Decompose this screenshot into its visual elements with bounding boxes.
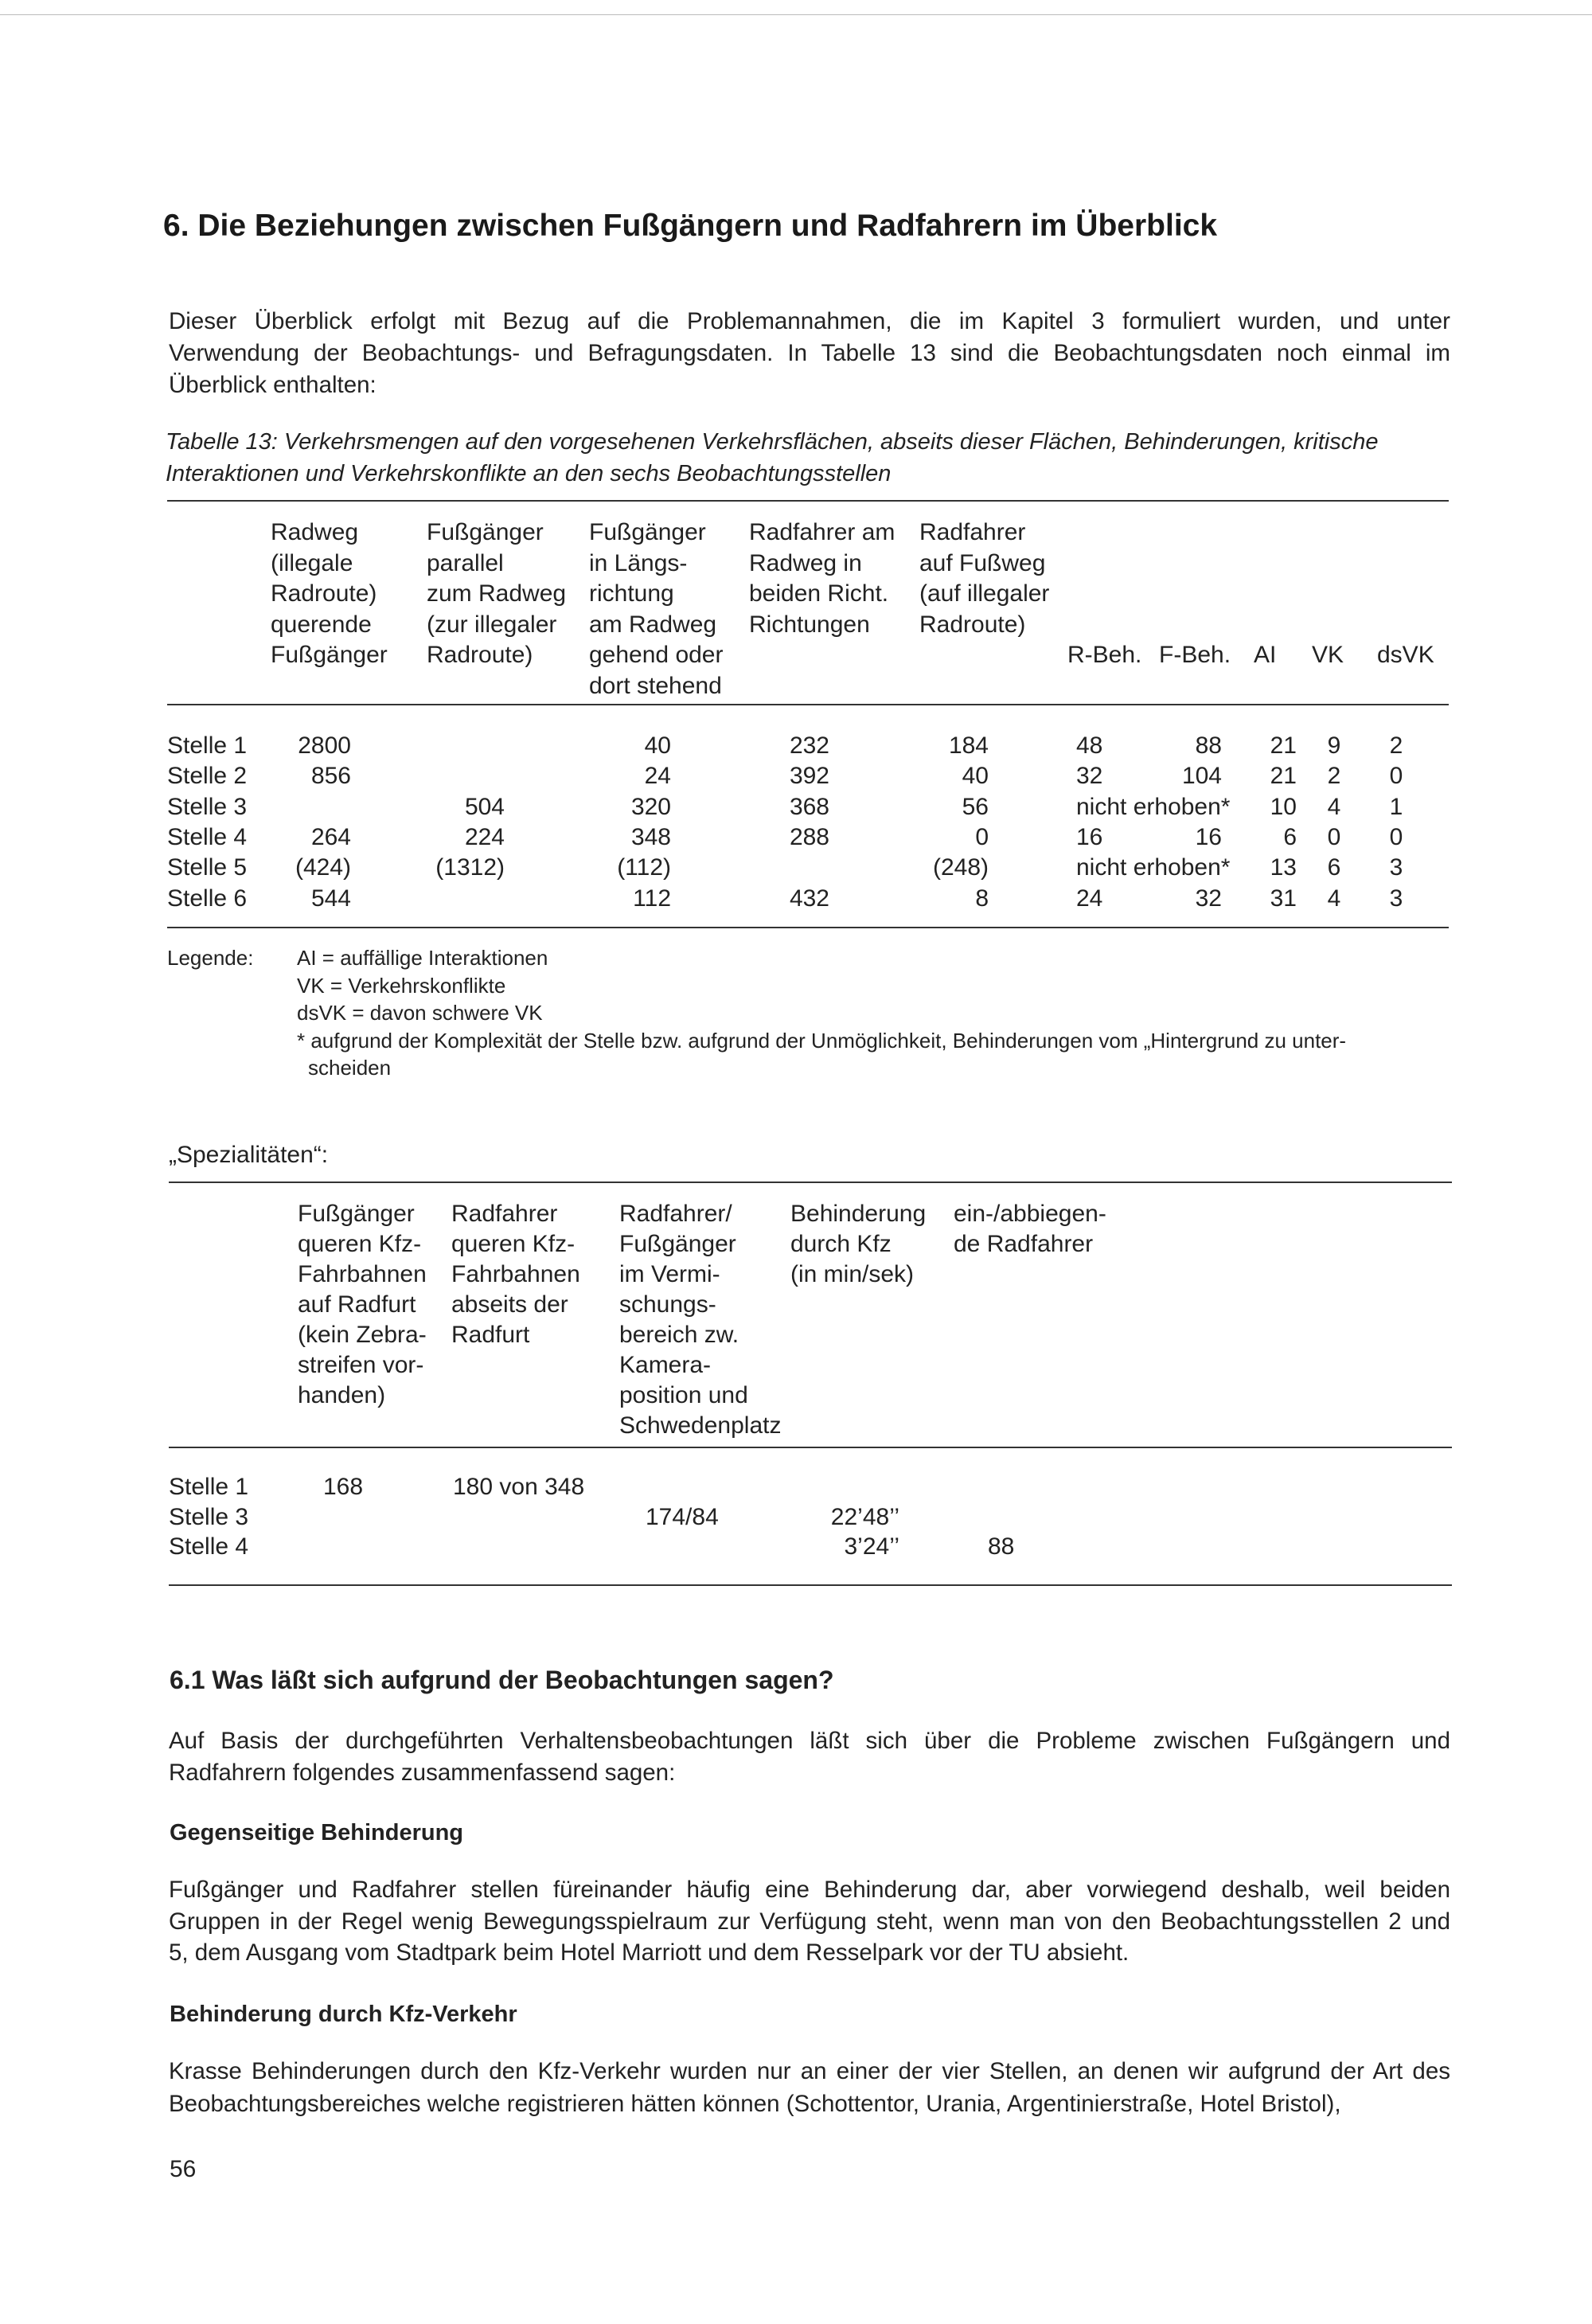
table1-cell: (424) [295,854,351,881]
row-label: Stelle 6 [167,885,248,912]
table1-cell: 21 [1270,763,1297,790]
table1-cell: 24 [644,763,671,790]
table2-header-rule [169,1447,1452,1448]
table1-cell: 348 [630,823,671,850]
table1-header-cell: Radweg [271,519,359,545]
table1-cell: 2 [1389,732,1403,759]
table1-cell: 320 [630,793,671,820]
paragraph-line: Krasse Behinderungen durch den Kfz-Verkehr wurden nur an einer der vier Stellen, an denen wir aufgrund der Art des [169,2058,1450,2084]
table1-header-cell: R-Beh. [1067,642,1142,668]
table2-top-rule [169,1182,1452,1183]
paragraph-line: Beobachtungsbereiches welche registrieren hätten können (Schottentor, Urania, Argentinierstraße, Hotel Bristol), [169,2091,1341,2117]
table2-header-cell: handen) [298,1382,386,1408]
table-caption-line: Interaktionen und Verkehrskonflikte an den sechs Beobachtungsstellen [166,461,892,486]
table1-cell: 504 [464,793,505,820]
table1-cell: 32 [1076,763,1103,790]
table1-top-rule [167,500,1449,502]
table1-cell: 0 [1389,763,1403,790]
legend-line: AI = auffällige Interaktionen [297,946,548,970]
table1-cell: 0 [1389,823,1403,850]
section-heading: 6.1 Was läßt sich aufgrund der Beobachtungen sagen? [170,1666,834,1694]
row-label: Stelle 3 [169,1504,249,1530]
table2-header-cell: Fußgänger [298,1201,415,1227]
paragraph-line: Fußgänger und Radfahrer stellen füreinander häufig eine Behinderung dar, aber vorwiegend deshalb, weil beiden [169,1877,1450,1903]
table2-header-cell: Fußgänger [619,1231,736,1257]
row-label: Stelle 2 [167,763,248,790]
table2-header-cell: ein-/abbiegen- [954,1201,1106,1227]
table1-cell: 10 [1270,793,1297,820]
table1-header-cell: Radroute) [271,580,377,607]
table1-header-cell: Richtungen [749,611,870,638]
table1-header-cell: querende [271,611,372,638]
table1-header-cell: beiden Richt. [749,580,889,607]
table1-cell: 224 [464,823,505,850]
table1-header-cell: VK [1312,642,1344,668]
table1-cell: 4 [1327,793,1341,820]
table1-cell: 392 [789,763,829,790]
table1-cell: 104 [1181,763,1222,790]
legend-line: scheiden [308,1056,392,1080]
table1-cell: 24 [1076,885,1103,912]
table1-header-cell: (zur illegaler [427,611,557,638]
legend-line: dsVK = davon schwere VK [297,1001,543,1025]
table2-header-cell: (in min/sek) [790,1261,915,1287]
table1-header-cell: (auf illegaler [919,580,1050,607]
table2-cell: 174/84 [646,1504,719,1530]
subheading-mutual-obstruction: Gegenseitige Behinderung [170,1820,463,1846]
paragraph-line: Verwendung der Beobachtungs- und Befragungsdaten. In Tabelle 13 sind die Beobachtungsdaten noch einmal im [169,340,1450,366]
row-label: Stelle 1 [167,732,248,759]
table1-cell: 9 [1327,732,1341,759]
table2-header-cell: bereich zw. [619,1322,739,1348]
table2-header-cell: Schwedenplatz [619,1412,782,1439]
table1-cell: 264 [310,823,351,850]
table1-cell: 16 [1195,823,1222,850]
table1-header-cell: in Längs- [589,549,688,576]
table1-header-cell: zum Radweg [427,580,567,607]
table2-header-cell: streifen vor- [298,1352,424,1378]
table1-cell: 13 [1270,854,1297,881]
table2-cell: 88 [988,1533,1015,1560]
table1-cell: 4 [1327,885,1341,912]
paragraph-line: Dieser Überblick erfolgt mit Bezug auf die Problemannahmen, die im Kapitel 3 formuliert wurden, und unter [169,308,1450,334]
paragraph-line: Radfahrern folgendes zusammenfassend sagen: [169,1760,676,1786]
table1-header-cell: Radroute) [919,611,1026,638]
table1-cell: nicht erhoben* [1076,854,1231,881]
table1-cell: 3 [1389,854,1403,881]
table1-cell: 56 [962,793,989,820]
table2-header-cell: Kamera- [619,1352,712,1378]
table2-header-cell: Radfahrer [451,1201,558,1227]
table1-cell: 31 [1270,885,1297,912]
table2-cell: 3’24’’ [844,1533,899,1560]
table1-cell: (112) [617,854,671,881]
table1-cell: 288 [789,823,829,850]
table1-header-cell: Fußgänger [271,642,388,668]
table2-header-cell: Fahrbahnen [451,1261,580,1287]
table1-cell: 16 [1076,823,1103,850]
table1-header-cell: dort stehend [589,672,722,699]
table1-cell: 184 [948,732,989,759]
table1-cell: nicht erhoben* [1076,793,1231,820]
table2-bottom-rule [169,1584,1452,1586]
table2-header-cell: schungs- [619,1291,716,1318]
table1-cell: 112 [633,885,671,912]
table1-header-cell: richtung [589,580,674,607]
table1-cell: 0 [975,823,989,850]
table2-header-cell: Behinderung [790,1201,927,1227]
table1-header-cell: Fußgänger [427,519,544,545]
table1-cell: 40 [962,763,989,790]
table1-header-cell: Radroute) [427,642,533,668]
table2-header-cell: im Vermi- [619,1261,720,1287]
table1-header-rule [167,704,1449,705]
table1-header-cell: Radfahrer [919,519,1026,545]
table1-cell: 88 [1195,732,1222,759]
table1-header-cell: auf Fußweg [919,549,1046,576]
paragraph-line: Auf Basis der durchgeführten Verhaltensbeobachtungen läßt sich über die Probleme zwischen Fußgängern und [169,1728,1450,1754]
table2-header-cell: Fahrbahnen [298,1261,427,1287]
table2-header-cell: Radfurt [451,1322,530,1348]
table1-cell: 3 [1389,885,1403,912]
table1-cell: 544 [310,885,351,912]
table1-cell: 232 [789,732,829,759]
table1-header-cell: am Radweg [589,611,717,638]
table2-header-cell: position und [619,1382,748,1408]
table1-cell: 2 [1327,763,1341,790]
table1-bottom-rule [167,927,1449,928]
table1-header-cell: F-Beh. [1159,642,1231,668]
row-label: Stelle 4 [169,1533,249,1560]
table1-cell: (248) [932,854,989,881]
table2-header-cell: queren Kfz- [298,1231,422,1257]
table1-header-cell: dsVK [1377,642,1434,668]
table1-cell: 0 [1327,823,1341,850]
table1-cell: 856 [310,763,351,790]
page-title: 6. Die Beziehungen zwischen Fußgängern und Radfahrern im Überblick [163,209,1218,243]
table1-cell: 48 [1076,732,1103,759]
legend-line: VK = Verkehrskonflikte [297,973,506,998]
table1-cell: 8 [975,885,989,912]
row-label: Stelle 1 [169,1474,249,1500]
table2-header-cell: Radfahrer/ [619,1201,732,1227]
table1-cell: 2800 [298,732,351,759]
table1-header-cell: gehend oder [589,642,724,668]
table2-header-cell: abseits der [451,1291,568,1318]
table1-header-cell: Radfahrer am [749,519,896,545]
special-label: „Spezialitäten“: [169,1142,329,1168]
table1-cell: 6 [1327,854,1341,881]
table1-header-cell: Fußgänger [589,519,706,545]
table1-cell: (1312) [435,854,505,881]
table1-header-cell: Radweg in [749,549,862,576]
page-number: 56 [170,2156,197,2182]
row-label: Stelle 3 [167,793,248,820]
table1-cell: 1 [1389,793,1403,820]
scan-edge [0,14,1592,15]
table-caption-line: Tabelle 13: Verkehrsmengen auf den vorgesehenen Verkehrsflächen, abseits dieser Flächen, Behinderungen, kritische [166,429,1379,455]
table1-header-cell: (illegale [271,549,353,576]
table2-cell: 180 von 348 [453,1474,585,1500]
table1-cell: 432 [789,885,829,912]
table2-header-cell: (kein Zebra- [298,1322,427,1348]
paragraph-line: Überblick enthalten: [169,372,377,398]
paragraph-line: 5, dem Ausgang vom Stadtpark beim Hotel Marriott und dem Resselpark vor der TU absieht. [169,1939,1130,1966]
table2-header-cell: durch Kfz [790,1231,892,1257]
table2-header-cell: auf Radfurt [298,1291,416,1318]
table2-cell: 168 [323,1474,364,1500]
table2-header-cell: de Radfahrer [954,1231,1094,1257]
legend-line: * aufgrund der Komplexität der Stelle bzw. aufgrund der Unmöglichkeit, Behinderungen vom „Hintergrund zu unter- [297,1028,1347,1053]
subheading-car-obstruction: Behinderung durch Kfz-Verkehr [170,2002,517,2027]
paragraph-line: Gruppen in der Regel wenig Bewegungsspielraum zur Verfügung steht, wenn man von den Beobachtungsstellen 2 und [169,1908,1450,1935]
legend-label: Legende: [167,946,254,970]
table1-cell: 40 [644,732,671,759]
table1-header-cell: parallel [427,549,504,576]
row-label: Stelle 4 [167,823,248,850]
table2-header-cell: queren Kfz- [451,1231,576,1257]
table1-cell: 6 [1283,823,1297,850]
table1-cell: 368 [789,793,829,820]
row-label: Stelle 5 [167,854,248,881]
table1-cell: 32 [1195,885,1222,912]
table1-cell: 21 [1270,732,1297,759]
table1-header-cell: AI [1254,642,1277,668]
table2-cell: 22’48’’ [830,1504,899,1530]
